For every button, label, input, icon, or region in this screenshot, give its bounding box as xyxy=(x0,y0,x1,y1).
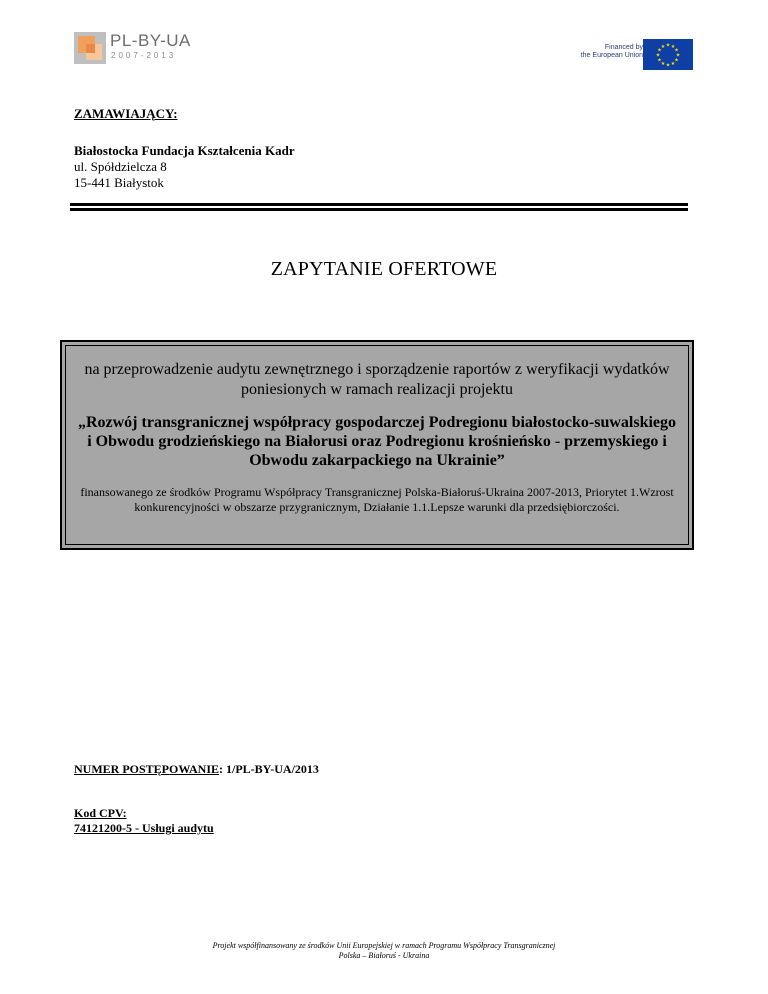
cpv-value: 74121200-5 - Usługi audytu xyxy=(74,821,214,835)
divider-top xyxy=(70,203,688,206)
funding-text: finansowanego ze środków Programu Współpracy Transgranicznej Polska-Białoruś-Ukraina 2007-2013, Priorytet 1.Wzrost konkurencyjności w obszarze przygranicznym, Działanie 1.1.Lepsze warunki dla przedsiębiorczości. xyxy=(80,485,674,514)
svg-text:★: ★ xyxy=(657,47,662,54)
procedure-number-value: : 1/PL-BY-UA/2013 xyxy=(219,762,319,776)
pl-by-ua-logo xyxy=(74,32,204,68)
eu-line-1: Financed by xyxy=(604,44,643,51)
project-description-box xyxy=(60,340,694,550)
divider-bottom xyxy=(70,208,688,211)
procedure-number xyxy=(74,762,319,777)
svg-text:★: ★ xyxy=(655,52,661,59)
cpv-code xyxy=(74,806,214,836)
svg-text:★: ★ xyxy=(674,47,679,54)
svg-text:★: ★ xyxy=(660,61,666,67)
logo-years: 2007-2013 xyxy=(111,51,177,60)
svg-text:★: ★ xyxy=(670,44,676,50)
svg-text:★: ★ xyxy=(674,57,679,64)
svg-text:★: ★ xyxy=(675,52,681,59)
eu-financed-text xyxy=(553,44,643,60)
svg-text:★: ★ xyxy=(670,61,676,67)
contractor-street: ul. Spółdzielcza 8 xyxy=(74,159,167,174)
document-title: ZAPYTANIE OFERTOWE xyxy=(270,258,498,280)
contractor-name: Białostocka Fundacja Kształcenia Kadr xyxy=(74,143,295,158)
box-intro-text: na przeprowadzenie audytu zewnętrznego i sporządzenie raportów z weryfikacji wydatków poniesionych w ramach realizacji projektu xyxy=(84,361,670,398)
cpv-label: Kod CPV: xyxy=(74,806,127,820)
svg-text:★: ★ xyxy=(657,57,662,64)
footer-line-2: Polska – Białoruś - Ukraina xyxy=(338,951,430,960)
contractor-city: 15-441 Białystok xyxy=(74,175,164,190)
eu-line-2: the European Union xyxy=(580,52,643,59)
footer-line-1: Projekt współfinansowany ze środków Unii Europejskiej w ramach Programu Współpracy Transgranicznej xyxy=(212,941,556,950)
page-footer xyxy=(0,941,768,961)
logo-text: PL-BY-UA xyxy=(110,31,191,50)
svg-text:★: ★ xyxy=(660,44,666,50)
contractor-address xyxy=(74,143,295,191)
contractor-label: ZAMAWIAJĄCY: xyxy=(74,106,178,121)
svg-text:★: ★ xyxy=(665,62,671,69)
eu-flag-icon xyxy=(643,39,693,70)
procedure-number-label: NUMER POSTĘPOWANIE xyxy=(74,762,220,776)
project-name: „Rozwój transgranicznej współpracy gospodarczej Podregionu białostocko-suwalskiego i Obwodu grodzieńskiego na Białorusi oraz Podregionu krośnieńsko - przemyskiego i Obwodu zakarpackiego na Ukrainie” xyxy=(77,414,677,469)
program-logo-icon xyxy=(74,32,106,64)
svg-text:★: ★ xyxy=(665,42,671,49)
